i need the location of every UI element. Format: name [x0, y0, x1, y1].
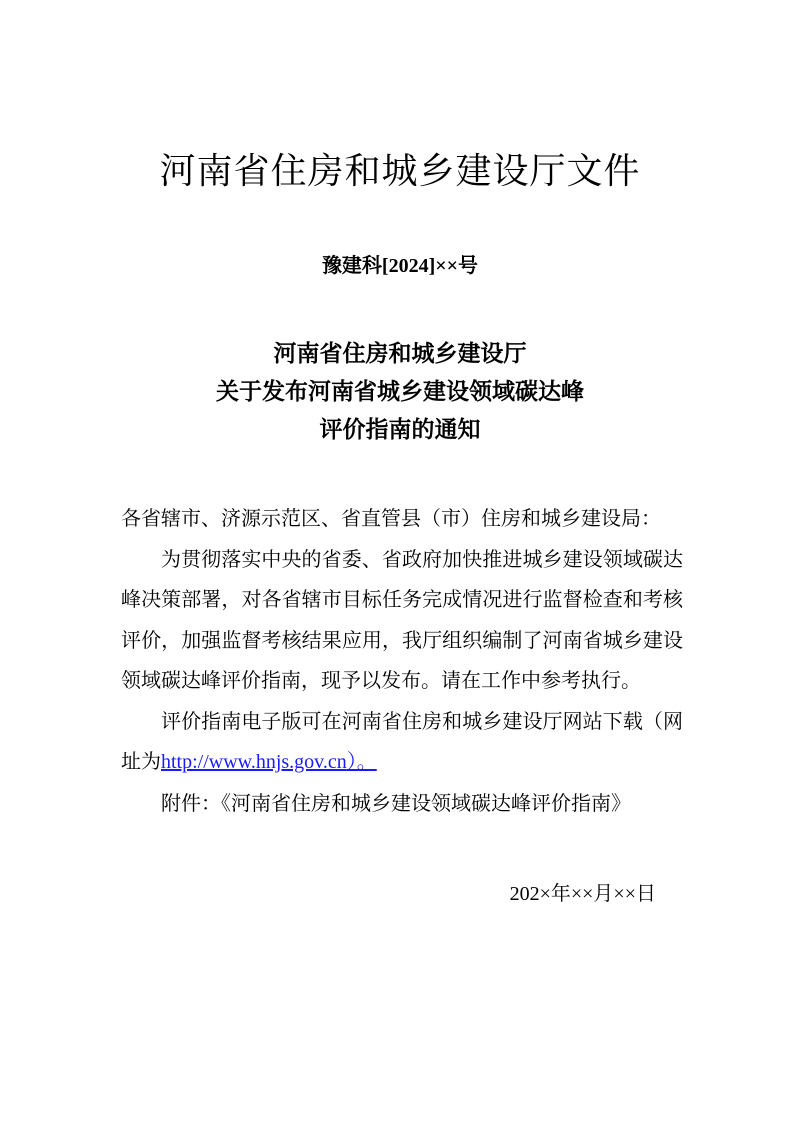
download-text-suffix: ）。 — [346, 751, 377, 773]
issue-date: 202×年××月××日 — [509, 883, 656, 905]
download-text: 评价指南电子版可在河南省住房和城乡建设厅网站下载（网址为 — [121, 708, 683, 773]
notice-body — [121, 498, 683, 823]
notice-title — [0, 335, 800, 449]
paragraph-purpose: 为贯彻落实中央的省委、省政府加快推进城乡建设领域碳达峰决策部署，对各省辖市目标任务完成情况进行监督检查和考核评价，加强监督考核结果应用，我厅组织编制了河南省城乡建设领域碳达峰评价指南，现予以发布。请在工作中参考执行。 — [121, 546, 683, 692]
notice-title-line-2: 关于发布河南省城乡建设领域碳达峰 — [216, 379, 584, 405]
website-link[interactable]: http://www.hnjs.gov.cn — [161, 751, 347, 773]
salutation: 各省辖市、济源示范区、省直管县（市）住房和城乡建设局： — [121, 506, 661, 530]
document-number: 豫建科[2024]××号 — [321, 255, 479, 277]
document-header-title: 河南省住房和城乡建设厅文件 — [159, 151, 641, 192]
notice-title-line-1: 河南省住房和城乡建设厅 — [273, 341, 527, 367]
notice-title-line-3: 评价指南的通知 — [319, 417, 481, 443]
attachment-line: 附件：《河南省住房和城乡建设领域碳达峰评价指南》 — [161, 790, 631, 815]
paragraph-download — [121, 701, 683, 783]
